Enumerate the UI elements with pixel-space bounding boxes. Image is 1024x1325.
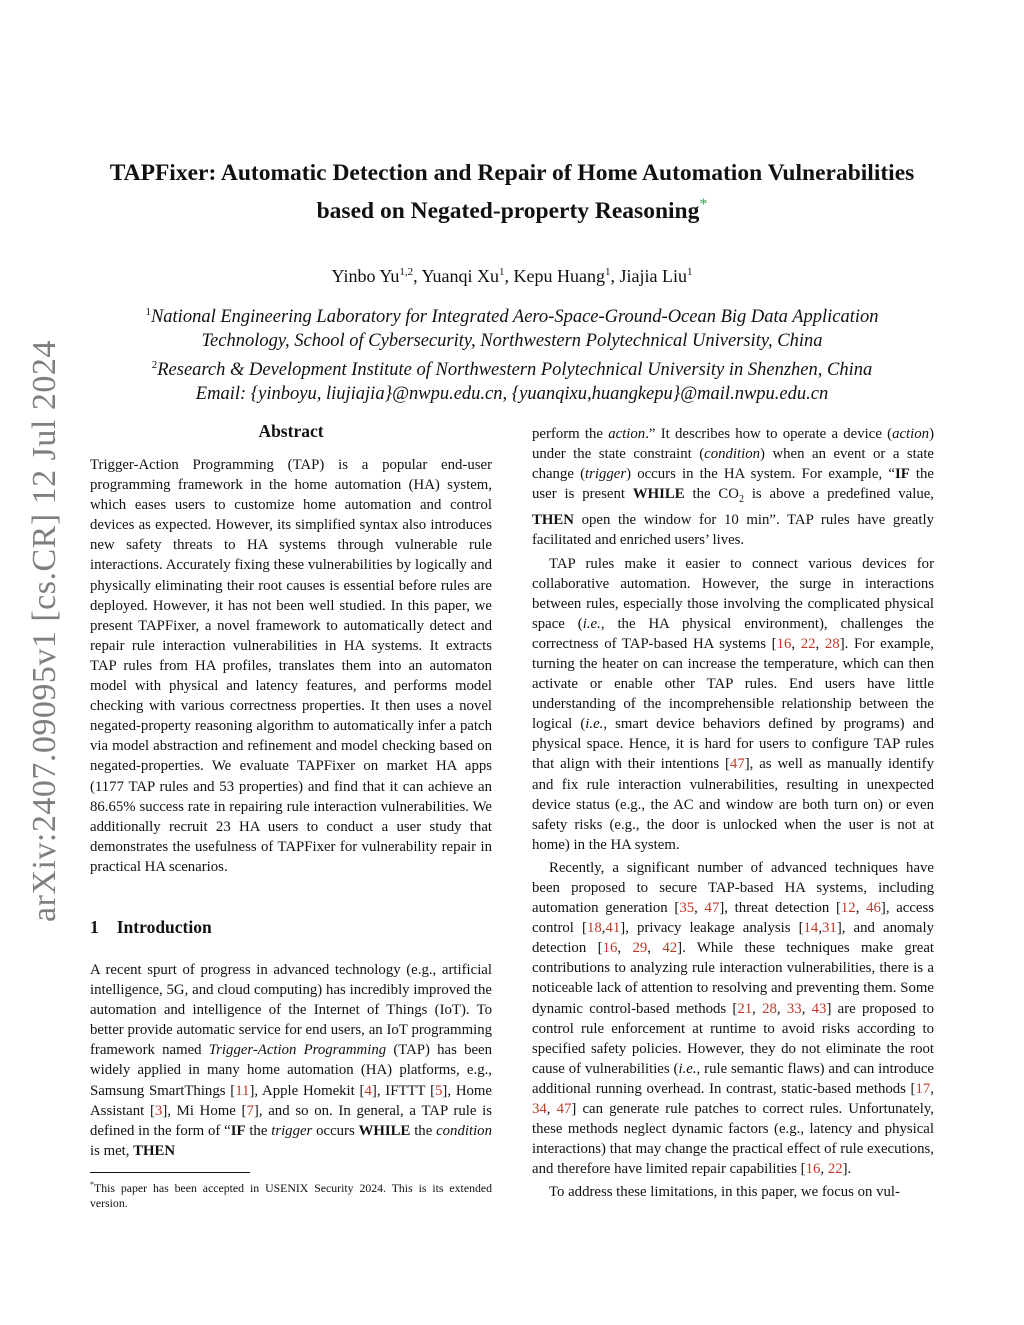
citation-link[interactable]: 5 [435, 1082, 443, 1099]
citation-link[interactable]: 21 [737, 1000, 753, 1017]
footnote [90, 1177, 492, 1211]
citation-link[interactable]: 17 [915, 1080, 931, 1097]
email-line: Email: {yinboyu, liujiajia}@nwpu.edu.cn, {yuanqixu,huangkepu}@mail.nwpu.edu.cn [195, 384, 829, 405]
abstract-body [90, 455, 492, 877]
citation-link[interactable]: 42 [662, 940, 678, 957]
citation-link[interactable]: 31 [822, 920, 837, 937]
citation-link[interactable]: 3 [154, 1102, 163, 1119]
intro-paragraph-4: To address these limitations, in this paper, we focus on vul- [549, 1184, 900, 1201]
affiliation-line: Technology, School of Cybersecurity, Northwestern Polytechnical University, China [201, 331, 823, 352]
footnote-text: This paper has been accepted in USENIX Security 2024. This is its extended version. [90, 1180, 492, 1210]
citation-link[interactable]: 7 [246, 1102, 254, 1119]
author-name: Kepu Huang [513, 266, 605, 286]
paper-title [80, 158, 944, 227]
affiliations [80, 300, 944, 406]
section-title: Introduction [116, 917, 212, 937]
affiliation-line: $^1$National Engineering Laboratory for Integrated Aero-Space-Ground-Ocean Big Data Application [145, 306, 879, 328]
citation-link[interactable]: 29 [632, 940, 648, 957]
citation-link[interactable]: 28 [762, 1000, 777, 1017]
author-affiliation-mark: 1 [686, 266, 693, 278]
author-list: Yinbo Yu$^{1,2}$, Yuanqi Xu$^1$, Kepu Huang$^1$, Jiajia Liu$^1$ [331, 266, 693, 286]
author-affiliation-mark: 1,2 [399, 266, 414, 278]
citation-link[interactable]: 16 [776, 635, 792, 652]
citation-link[interactable]: 47 [704, 900, 720, 917]
author-name: Yinbo Yu [331, 266, 400, 286]
section-heading-introduction [90, 917, 212, 938]
citation-link[interactable]: 28 [824, 635, 840, 652]
arxiv-identifier: arXiv:2407.09095v1 [cs.CR] 12 Jul 2024 [26, 340, 63, 922]
abstract-heading: Abstract [258, 421, 324, 441]
intro-paragraph-1: A recent spurt of progress in advanced technology (e.g., artificial intelligence, 5G, and cloud computing) has incredibly improved the automation and intelligence of the Internet of Things (IoT). To better provide automatic service for end users, an IoT programming framework named Trigger-Action Programming (TAP) has been widely applied in many home automation (HA) platforms, e.g., Samsung SmartThings [11], Apple Homekit [4], IFTTT [5], Home Assistant [3], Mi Home [7], and so on. In general, a TAP rule is defined in the form of “IF the trigger occurs WHILE the condition is met, THEN [90, 962, 493, 1159]
citation-link[interactable]: 47 [556, 1101, 572, 1118]
author-affiliation-mark: 1 [604, 266, 611, 278]
citation-link[interactable]: 16 [805, 1161, 821, 1178]
abstract-paragraph: Trigger-Action Programming (TAP) is a popular end-user programming framework in the home automation (HA) system, which eases users to customize home automation and control devices as expected. However, its simplified syntax also introduces new safety threats to HA systems through vulnerable rule interactions. Accurately fixing these vulnerabilities by logically and physically eliminating their root causes is essential before rules are deployed. However, it has not been well studied. In this paper, we present TAPFixer, a novel framework to automatically detect and repair rule interaction vulnerabilities in HA systems. It extracts TAP rules from HA profiles, translates them into an automaton model with physical and latency features, and performs model checking with various correctness properties. It then uses a novel negated-property reasoning algorithm to automatically infer a patch via model abstraction and refinement and model checking based on negated-properties. We evaluate TAPFixer on market HA apps (1177 TAP rules and 53 properties) and find that it can achieve an 86.65% success rate in repairing rule interaction vulnerabilities. We additionally recruit 23 HA users to conduct a user study that demonstrates the usefulness of TAPFixer for vulnerability repair in practical HA scenarios. [90, 457, 492, 875]
affiliation-line: $^2$Research & Development Institute of Northwestern Polytechnical University in Shenzhen, China [151, 359, 873, 381]
citation-link[interactable]: 12 [840, 900, 856, 917]
intro-left-column [90, 960, 492, 1161]
citation-link[interactable]: 41 [605, 920, 621, 937]
citation-link[interactable]: 33 [786, 1000, 802, 1017]
title-line-2: based on Negated-property Reasoning* [316, 196, 708, 224]
author-affiliation-mark: 1 [498, 266, 505, 278]
intro-paragraph-2: TAP rules make it easier to connect various devices for collaborative automation. However, the surge in interactions between rules, especially those involving the complicated physical space (i.e., the HA physical environment), challenges the correctness of TAP-based HA systems [16, 22, 28]. For example, turning the heater on can increase the temperature, which can then activate or enable other TAP rules. End users have little understanding of the incomprehensible relationship between the logical (i.e., smart device behaviors defined by programs) and physical space. Hence, it is hard for users to configure TAP rules that align with their intentions [47], as well as manually identify and fix rule interaction vulnerabilities, resulting in unexpected device status (e.g., the AC and window are both turn on) or even safety risks (e.g., the door is unlocked when the user is not at home) in the HA system. [532, 555, 935, 853]
citation-link[interactable]: 22 [800, 635, 816, 652]
citation-link[interactable]: 47 [729, 756, 745, 773]
citation-link[interactable]: 43 [811, 1000, 827, 1017]
citation-link[interactable]: 4 [364, 1082, 372, 1099]
footnote-mark: * [90, 1180, 94, 1189]
citation-link[interactable]: 11 [235, 1082, 250, 1099]
citation-link[interactable]: 34 [532, 1101, 547, 1118]
citation-link[interactable]: 46 [866, 900, 881, 917]
author-name: Jiajia Liu [619, 266, 687, 286]
title-line-1: TAPFixer: Automatic Detection and Repair of Home Automation Vulnerabilities [109, 160, 915, 186]
footnote-rule [90, 1172, 250, 1173]
citation-link[interactable]: 16 [602, 940, 618, 957]
intro-right-column [532, 424, 934, 1203]
citation-link[interactable]: 35 [679, 900, 695, 917]
title-footnote-mark[interactable]: * [699, 196, 708, 213]
citation-link[interactable]: 22 [827, 1161, 843, 1178]
section-number: 1 [90, 917, 99, 937]
intro-paragraph-3: Recently, a significant number of advanced techniques have been proposed to secure TAP-based HA systems, including automation generation [35, 47], threat detection [12, 46], access control [18,41], privacy leakage analysis [14,31], and anomaly detection [16, 29, 42]. While these techniques make great contributions to analyzing rule interaction vulnerabilities, there is a noticeable lack of attention to resolving and preventing them. Some dynamic control-based methods [21, 28, 33, 43] are proposed to control rule enforcement at runtime to avoid risks according to specified safety policies. However, they do not eliminate the root cause of vulnerabilities (i.e., rule semantic flaws) and can introduce additional running overhead. In contrast, static-based methods [17, 34, 47] can generate rule patches to correct rules. Unfortunately, these methods neglect dynamic factors (e.g., latency and physical interactions) that may change the practical effect of rule executions, and therefore have limited repair capabilities [16, 22]. [532, 859, 935, 1178]
citation-link[interactable]: 14 [803, 920, 819, 937]
citation-link[interactable]: 18 [586, 920, 602, 937]
author-name: Yuanqi Xu [421, 266, 499, 286]
intro-paragraph-1-cont: perform the action.” It describes how to operate a device (action) under the state constraint (condition) when an event or a state change (trigger) occurs in the HA system. For example, “IF the user is present WHILE the $CO_2$ is above a predefined value, THEN open the window for 10 min”. TAP rules have greatly facilitated and enriched users’ lives. [532, 426, 934, 549]
